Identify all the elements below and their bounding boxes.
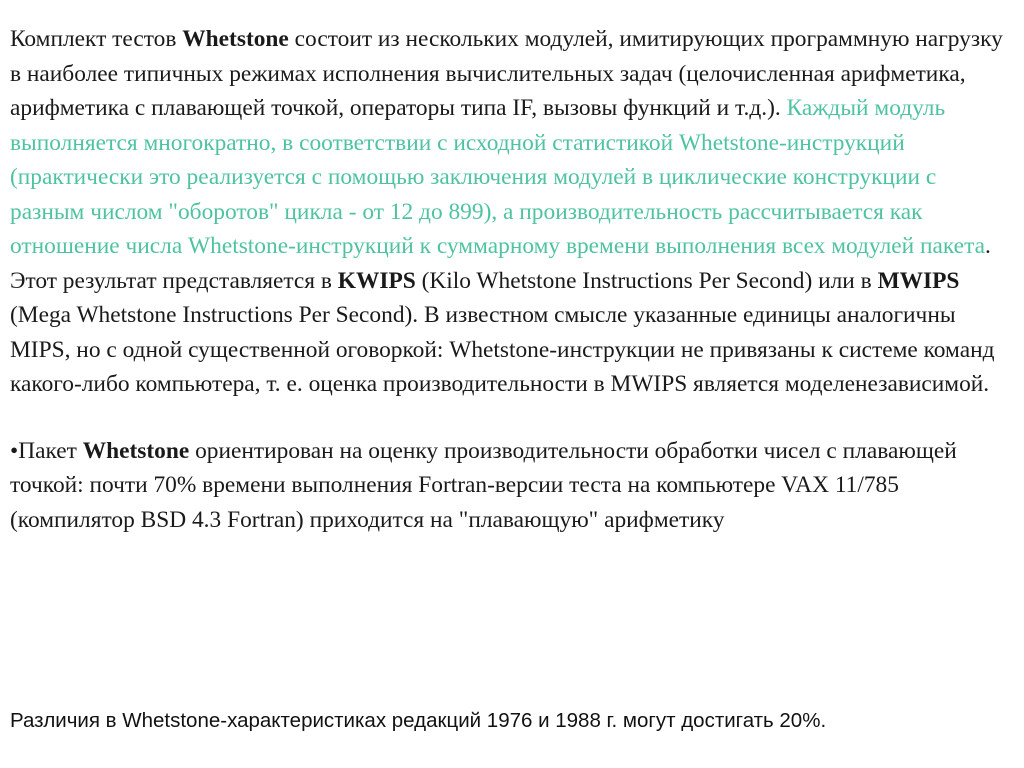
p2-bold-whetstone: Whetstone: [82, 437, 190, 464]
p1-bold-mwips: MWIPS: [877, 267, 960, 294]
p1-bold-whetstone: Whetstone: [182, 26, 289, 52]
p1-text-1: Комплект тестов: [10, 26, 183, 52]
footer-note: Различия в Whetstone-характеристиках редакций 1976 и 1988 г. могут достигать 20%.: [10, 709, 827, 732]
p1-text-5: (Mega Whetstone Instructions Per Second). В известном смысле указанные единицы аналогичны MIPS, но с одной существенной оговоркой: Whetstone-инструкции не привязаны к системе команд какого-либо компьютера, т. е. оценка производительности в MWIPS является моделенезависимой.: [10, 302, 995, 397]
p1-text-2: состоит из нескольких модулей, имитирующих программную нагрузку в наиболее типичных режимах исполнения вычислительных задач (целочисленная арифметика, арифметика с плавающей точкой, операторы типа IF, вызовы функций и т.д.).: [10, 26, 1003, 121]
paragraph-whetstone-description: [10, 22, 1014, 402]
slide-body: [10, 22, 1014, 537]
p2-text-1: •Пакет: [10, 437, 83, 464]
p1-text-4: (Kilo Whetstone Instructions Per Second) или в: [415, 267, 878, 294]
p1-text-3: . Этот результат представляется в: [10, 233, 991, 294]
paragraph-whetstone-float: [10, 434, 1014, 538]
p1-accent-text: Каждый модуль выполняется многократно, в соответствии с исходной статистикой Whetstone-инструкций (практически это реализуется с помощью заключения модулей в циклические конструкции с разным числом "оборотов" цикла - от 12 до 899), а производительность рассчитывается как отношение числа Whetstone-инструкций к суммарному времени выполнения всех модулей пакета: [10, 95, 985, 259]
p2-text-2: ориентирован на оценку производительности обработки чисел с плавающей точкой: почти 70% времени выполнения Fortran-версии теста на компьютере VAX 11/785 (компилятор BSD 4.3 Fortran) приходится на "плавающую" арифметику: [10, 437, 957, 533]
p1-bold-kwips: KWIPS: [337, 267, 416, 294]
